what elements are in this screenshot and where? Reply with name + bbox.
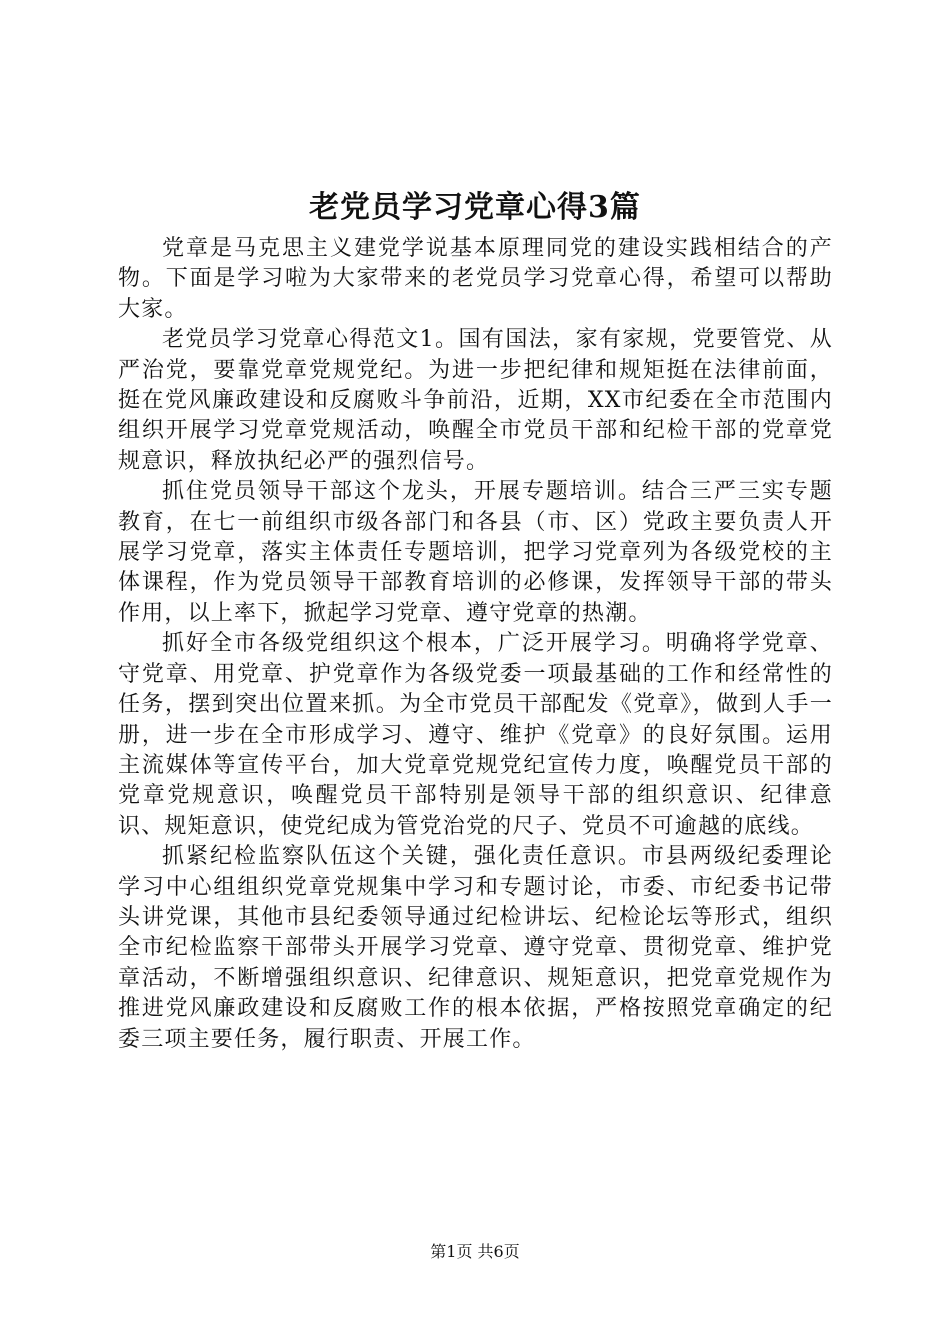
document-title: 老党员学习党章心得3篇 bbox=[309, 190, 641, 225]
document-body bbox=[118, 234, 833, 1055]
paragraph-sample-1: 老党员学习党章心得范文1。国有国法，家有家规，党要管党、从严治党，要靠党章党规党纪。为进一步把纪律和规矩挺在法律前面，挺在党风廉政建设和反腐败斗争前沿，近期，XX市纪委在全市范围内组织开展学习党章党规活动，唤醒全市党员干部和纪检干部的党章党规意识，释放执纪必严的强烈信号。 bbox=[118, 327, 833, 474]
paragraph-party-organizations: 抓好全市各级党组织这个根本，广泛开展学习。明确将学党章、守党章、用党章、护党章作为各级党委一项最基础的工作和经常性的任务，摆到突出位置来抓。为全市党员干部配发《党章》，做到人手一册，进一步在全市形成学习、遵守、维护《党章》的良好氛围。运用主流媒体等宣传平台，加大党章党规党纪宣传力度，唤醒党员干部的党章党规意识，唤醒党员干部特别是领导干部的组织意识、纪律意识、规矩意识，使党纪成为管党治党的尺子、党员不可逾越的底线。 bbox=[118, 631, 833, 839]
paragraph-leaders-training: 抓住党员领导干部这个龙头，开展专题培训。结合三严三实专题教育，在七一前组织市级各部门和各县（市、区）党政主要负责人开展学习党章，落实主体责任专题培训，把学习党章列为各级党校的主体课程，作为党员领导干部教育培训的必修课，发挥领导干部的带头作用，以上率下，掀起学习党章、遵守党章的热潮。 bbox=[118, 479, 833, 626]
page-number-footer: 第1页 共6页 bbox=[430, 1242, 520, 1261]
paragraph-discipline-team: 抓紧纪检监察队伍这个关键，强化责任意识。市县两级纪委理论学习中心组组织党章党规集中学习和专题讨论，市委、市纪委书记带头讲党课，其他市县纪委领导通过纪检讲坛、纪检论坛等形式，组织全市纪检监察干部带头开展学习党章、遵守党章、贯彻党章、维护党章活动，不断增强组织意识、纪律意识、规矩意识，把党章党规作为推进党风廉政建设和反腐败工作的根本依据，严格按照党章确定的纪委三项主要任务，履行职责、开展工作。 bbox=[118, 844, 833, 1052]
paragraph-intro: 党章是马克思主义建党学说基本原理同党的建设实践相结合的产物。下面是学习啦为大家带来的老党员学习党章心得，希望可以帮助大家。 bbox=[118, 236, 833, 322]
